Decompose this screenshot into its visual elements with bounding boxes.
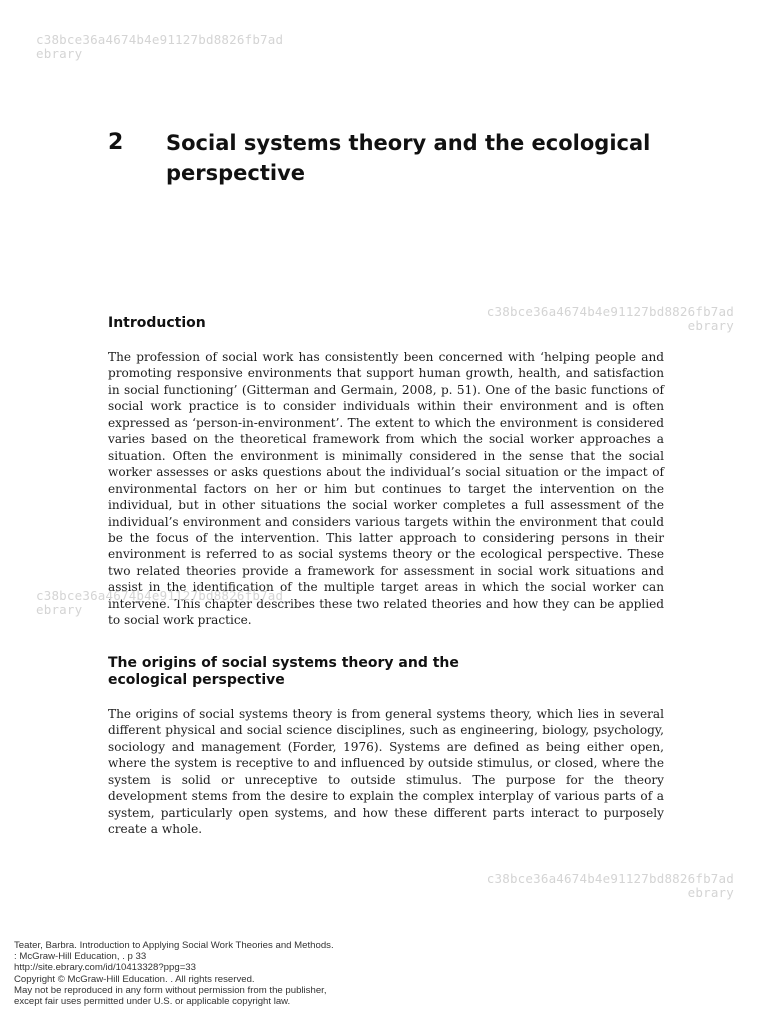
watermark-code: c38bce36a4674b4e91127bd8826fb7ad [486,871,734,886]
introduction-paragraph: The profession of social work has consistently been concerned with ‘helping people and promoting responsive environments that support human growth, health, and satisfaction in social functioning’ (Gitterman and Germain, 2008, p. 51). One of the basic functions of social work practice is to consider individuals within their environment and is often expressed as ‘person-in-environment’. The extent to which the environment is considered varies based on the theoretical framework from which the social worker approaches a situation. Often the environment is minimally considered in the sense that the social worker assesses or asks questions about the individual’s social situation or the impact of environmental factors on her or him but continues to target the intervention on the individual, but in other situations the social worker completes a full assessment of the individual’s environment and considers various targets within the environment that could be the focus of the intervention. This latter approach to considering persons in their environment is referred to as social systems theory or the ecological perspective. These two related theories provide a framework for assessment in social work situations and assist in the identification of the multiple target areas in which the social worker can intervene. This chapter describes these two related theories and how they can be applied to social work practice. [108,350,664,628]
watermark-top [36,33,283,61]
watermark-label: ebrary [36,602,83,617]
footer-permission-line: May not be reproduced in any form without permission from the publisher, [14,984,327,996]
origins-paragraph: The origins of social systems theory is from general systems theory, which lies in several different physical and social science disciplines, such as engineering, biology, psychology, sociology and management (Forder, 1976). Systems are defined as being either open, where the system is receptive to and influenced by outside stimulus, or closed, where the system is solid or unreceptive to outside stimulus. The purpose for the theory development stems from the desire to explain the complex interplay of various parts of a system, particularly open systems, and how these different parts interact to purposely create a whole. [108,707,664,837]
watermark-label: ebrary [36,46,83,61]
footer-publisher-line: : McGraw-Hill Education, . p 33 [14,951,147,963]
section-heading-introduction: Introduction [108,315,206,331]
section-heading-origins: The origins of social systems theory and the ecological perspective [108,655,459,688]
watermark-label: ebrary [687,318,734,333]
watermark-code: c38bce36a4674b4e91127bd8826fb7ad [36,32,284,47]
watermark-right-low [487,872,734,900]
watermark-code: c38bce36a4674b4e91127bd8826fb7ad [486,304,734,319]
footer-copyright-line: Copyright © McGraw-Hill Education. . All rights reserved. [14,973,255,985]
chapter-number: 2 [108,130,124,155]
watermark-label: ebrary [687,885,734,900]
footer-url-line: http://site.ebrary.com/id/10413328?ppg=33 [14,962,196,974]
citation-footer [14,940,514,1007]
footer-citation-line: Teater, Barbra. Introduction to Applying Social Work Theories and Methods. [14,940,334,951]
watermark-code: c38bce36a4674b4e91127bd8826fb7ad [36,588,284,603]
footer-fair-use-line: except fair uses permitted under U.S. or applicable copyright law. [14,996,291,1008]
chapter-title: Social systems theory and the ecological perspective [166,131,651,185]
watermark-left-mid [36,589,283,617]
